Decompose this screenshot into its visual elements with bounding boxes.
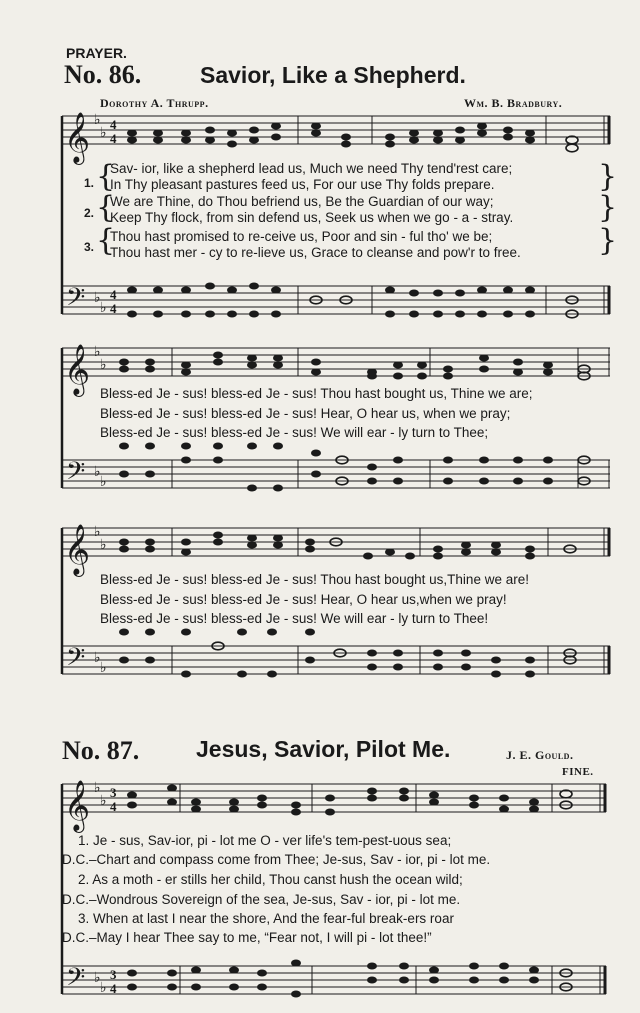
verse-number: 1. (84, 176, 95, 190)
hymn-86-composer: Wm. B. Bradbury. (464, 96, 563, 110)
verse-number: 2. (84, 206, 95, 220)
verse-number: 3. (84, 240, 95, 254)
hymn-86-number: No. 86. (64, 60, 142, 89)
hymn-87-number: No. 87. (62, 736, 140, 765)
brace-left: { (96, 190, 116, 225)
brace-right: } (598, 159, 618, 194)
svg-text:♭: ♭ (100, 793, 107, 809)
svg-text:3: 3 (110, 967, 117, 982)
svg-text:♭: ♭ (94, 524, 101, 540)
brace-right: } (598, 223, 618, 258)
svg-text:𝄞: 𝄞 (64, 112, 91, 163)
svg-text:𝄢: 𝄢 (66, 963, 86, 998)
staff-treble-2 (62, 348, 610, 376)
svg-text:3: 3 (110, 785, 117, 800)
refrain-b-line-3: Bless-ed Je - sus! bless-ed Je - sus! We will ear - ly turn to Thee! (100, 611, 489, 626)
svg-text:4: 4 (110, 287, 117, 302)
svg-text:♭: ♭ (94, 344, 101, 360)
staff-bass-4 (62, 966, 606, 994)
refrain-a-line-1: Bless-ed Je - sus! bless-ed Je - sus! Thou hast bought us, Thine we are; (100, 386, 533, 401)
category-label: PRAYER. (66, 45, 127, 61)
hymn-87-verse-3: 3. When at last I near the shore, And the fear-ful break-ers roar (78, 911, 454, 926)
brace-right: } (598, 190, 618, 225)
brace-left: { (96, 223, 116, 258)
svg-text:𝄢: 𝄢 (66, 643, 86, 678)
svg-text:♭: ♭ (94, 650, 101, 666)
verse-1-line-2: In Thy pleasant pastures feed us, For our use Thy folds prepare. (110, 177, 495, 192)
svg-text:4: 4 (110, 117, 117, 132)
svg-text:♭: ♭ (100, 474, 107, 490)
hymn-87-dc-2: D.C.–Wondrous Sovereign of the sea, Je-sus, Sav - ior, pi - lot me. (62, 892, 461, 907)
hymn-86-title: Savior, Like a Shepherd. (200, 62, 466, 88)
svg-text:♭: ♭ (94, 112, 101, 128)
svg-text:♭: ♭ (100, 357, 107, 373)
svg-text:♭: ♭ (94, 290, 101, 306)
brace-left: { (96, 159, 116, 194)
svg-text:4: 4 (110, 799, 117, 814)
verse-2-line-2: Keep Thy flock, from sin defend us, Seek us when we go - a - stray. (110, 210, 514, 225)
svg-text:♭: ♭ (94, 464, 101, 480)
svg-text:𝄞: 𝄞 (64, 780, 91, 831)
verse-3-line-1: Thou hast promised to re-ceive us, Poor and sin - ful tho' we be; (110, 229, 493, 244)
svg-text:4: 4 (110, 131, 117, 146)
verse-2-line-1: We are Thine, do Thou befriend us, Be the Guardian of our way; (110, 194, 494, 209)
staff-bass-2 (62, 460, 610, 488)
refrain-a-line-2: Bless-ed Je - sus! bless-ed Je - sus! Hear, O hear us, when we pray; (100, 406, 511, 421)
hymn-87-title: Jesus, Savior, Pilot Me. (196, 736, 451, 762)
svg-text:♭: ♭ (100, 125, 107, 141)
svg-text:♭: ♭ (100, 300, 107, 316)
svg-text:♭: ♭ (100, 660, 107, 676)
hymn-87-verse-2: 2. As a moth - er stills her child, Thou canst hush the ocean wild; (78, 872, 463, 887)
fine-marking: FINE. (562, 766, 594, 778)
svg-text:♭: ♭ (94, 780, 101, 796)
hymn-86-author: Dorothy A. Thrupp. (100, 96, 209, 110)
svg-text:♭: ♭ (100, 537, 107, 553)
svg-text:4: 4 (110, 301, 117, 316)
refrain-b-line-1: Bless-ed Je - sus! bless-ed Je - sus! Thou hast bought us,Thine we are! (100, 572, 529, 587)
refrain-a-line-3: Bless-ed Je - sus! bless-ed Je - sus! We will ear - ly turn to Thee; (100, 425, 489, 440)
svg-text:𝄢: 𝄢 (66, 457, 86, 492)
svg-text:𝄢: 𝄢 (66, 283, 86, 318)
hymn-87-dc-3: D.C.–May I hear Thee say to me, “Fear not, I will pi - lot thee!” (62, 930, 432, 945)
refrain-b-line-2: Bless-ed Je - sus! bless-ed Je - sus! Hear, O hear us,when we pray! (100, 592, 507, 607)
svg-text:4: 4 (110, 981, 117, 996)
svg-text:𝄞: 𝄞 (64, 524, 91, 575)
hymn-87-verse-1: 1. Je - sus, Sav-ior, pi - lot me O - ver life's tem-pest-uous sea; (78, 833, 452, 848)
svg-text:𝄞: 𝄞 (64, 344, 91, 395)
verse-3-line-2: Thou hast mer - cy to re-lieve us, Grace to cleanse and pow'r to free. (110, 245, 521, 260)
svg-text:♭: ♭ (100, 980, 107, 996)
hymn-87-composer: J. E. Gould. (506, 748, 574, 762)
svg-text:♭: ♭ (94, 970, 101, 986)
hymn-87-dc-1: D.C.–Chart and compass come from Thee; Je-sus, Sav - ior, pi - lot me. (62, 852, 491, 867)
verse-1-line-1: Sav- ior, like a shepherd lead us, Much we need Thy tend'rest care; (110, 161, 513, 176)
